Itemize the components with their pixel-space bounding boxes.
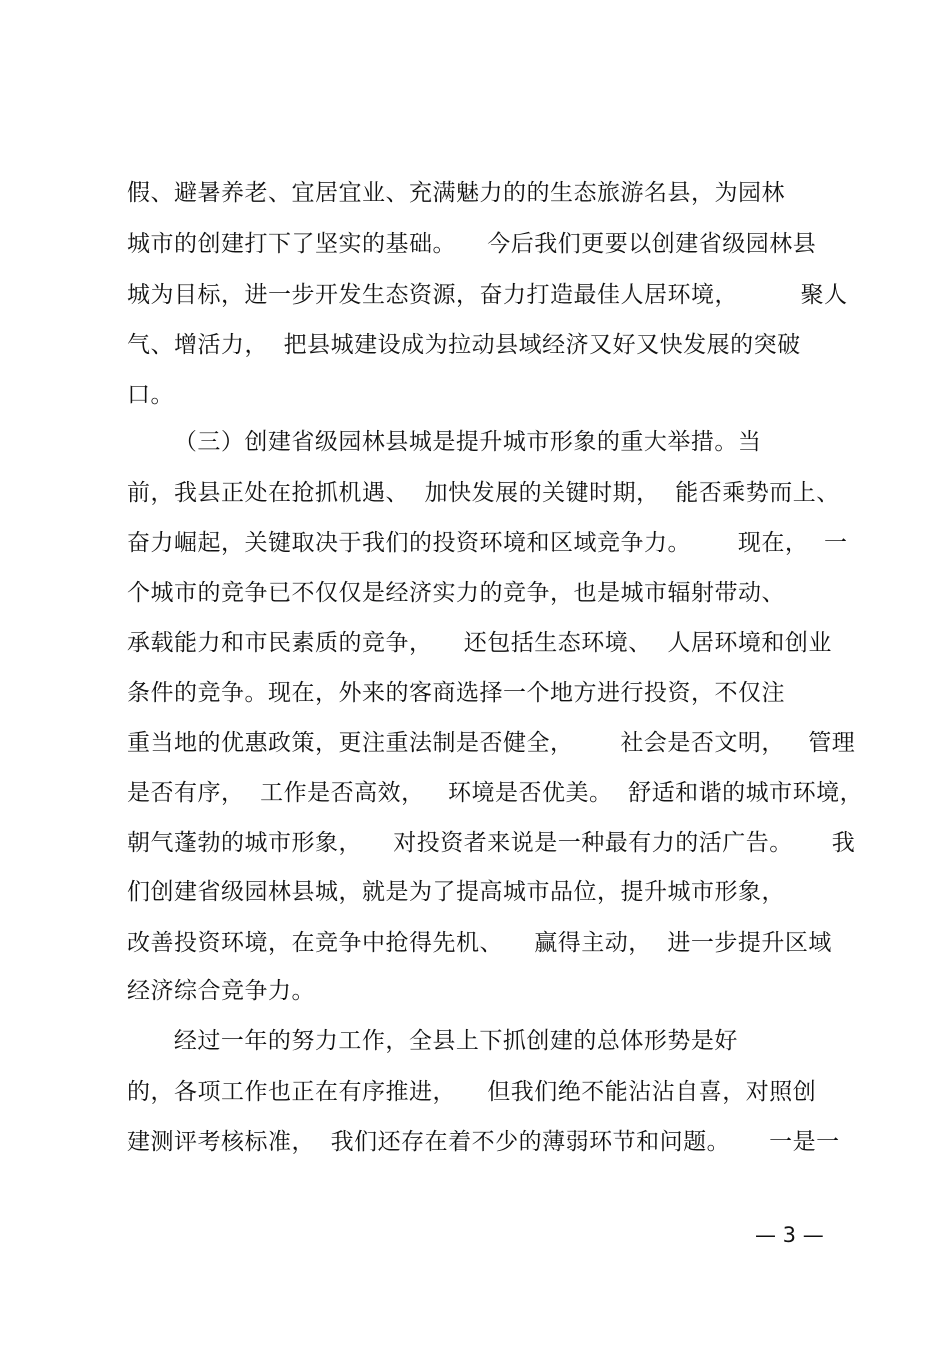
text-line: 重当地的优惠政策，更注重法制是否健全， 社会是否文明， 管理 — [127, 730, 856, 756]
text-line: 朝气蓬勃的城市形象， 对投资者来说是一种最有力的活广告。 我 — [127, 830, 856, 856]
text-line: 假、避暑养老、宜居宜业、充满魅力的的生态旅游名县，为园林 — [127, 180, 785, 206]
text-line: 的，各项工作也正在有序推进， 但我们绝不能沾沾自喜，对照创 — [127, 1079, 817, 1105]
text-line: 是否有序， 工作是否高效， 环境是否优美。 舒适和谐的城市环境， — [127, 780, 864, 806]
page-number: — 3 — — [755, 1223, 824, 1247]
text-line: 气、增活力， 把县城建设成为拉动县域经济又好又快发展的突破 — [127, 332, 801, 358]
text-line: 城为目标，进一步开发生态资源，奋力打造最佳人居环境， 聚人 — [127, 282, 848, 308]
text-line: 奋力崛起，关键取决于我们的投资环境和区域竞争力。 现在， 一 — [127, 530, 848, 556]
text-line: 口。 — [127, 382, 174, 408]
text-line: （三）创建省级园林县城是提升城市形象的重大举措。当 — [127, 429, 762, 455]
text-line: 经济综合竞争力。 — [127, 978, 315, 1004]
text-line: 前，我县正处在抢抓机遇、 加快发展的关键时期， 能否乘势而上、 — [127, 480, 840, 506]
text-line: 条件的竞争。现在，外来的客商选择一个地方进行投资，不仅注 — [127, 680, 785, 706]
text-line: 承载能力和市民素质的竞争， 还包括生态环境、 人居环境和创业 — [127, 630, 832, 656]
text-line: 城市的创建打下了坚实的基础。 今后我们更要以创建省级园林县 — [127, 231, 817, 257]
text-line: 个城市的竞争已不仅仅是经济实力的竞争，也是城市辐射带动、 — [127, 580, 785, 606]
text-line: 改善投资环境，在竞争中抢得先机、 赢得主动， 进一步提升区域 — [127, 930, 832, 956]
text-line: 们创建省级园林县城，就是为了提高城市品位，提升城市形象， — [127, 879, 785, 905]
text-line: 建测评考核标准， 我们还存在着不少的薄弱环节和问题。 一是一 — [127, 1129, 840, 1155]
text-line: 经过一年的努力工作，全县上下抓创建的总体形势是好 — [127, 1028, 738, 1054]
